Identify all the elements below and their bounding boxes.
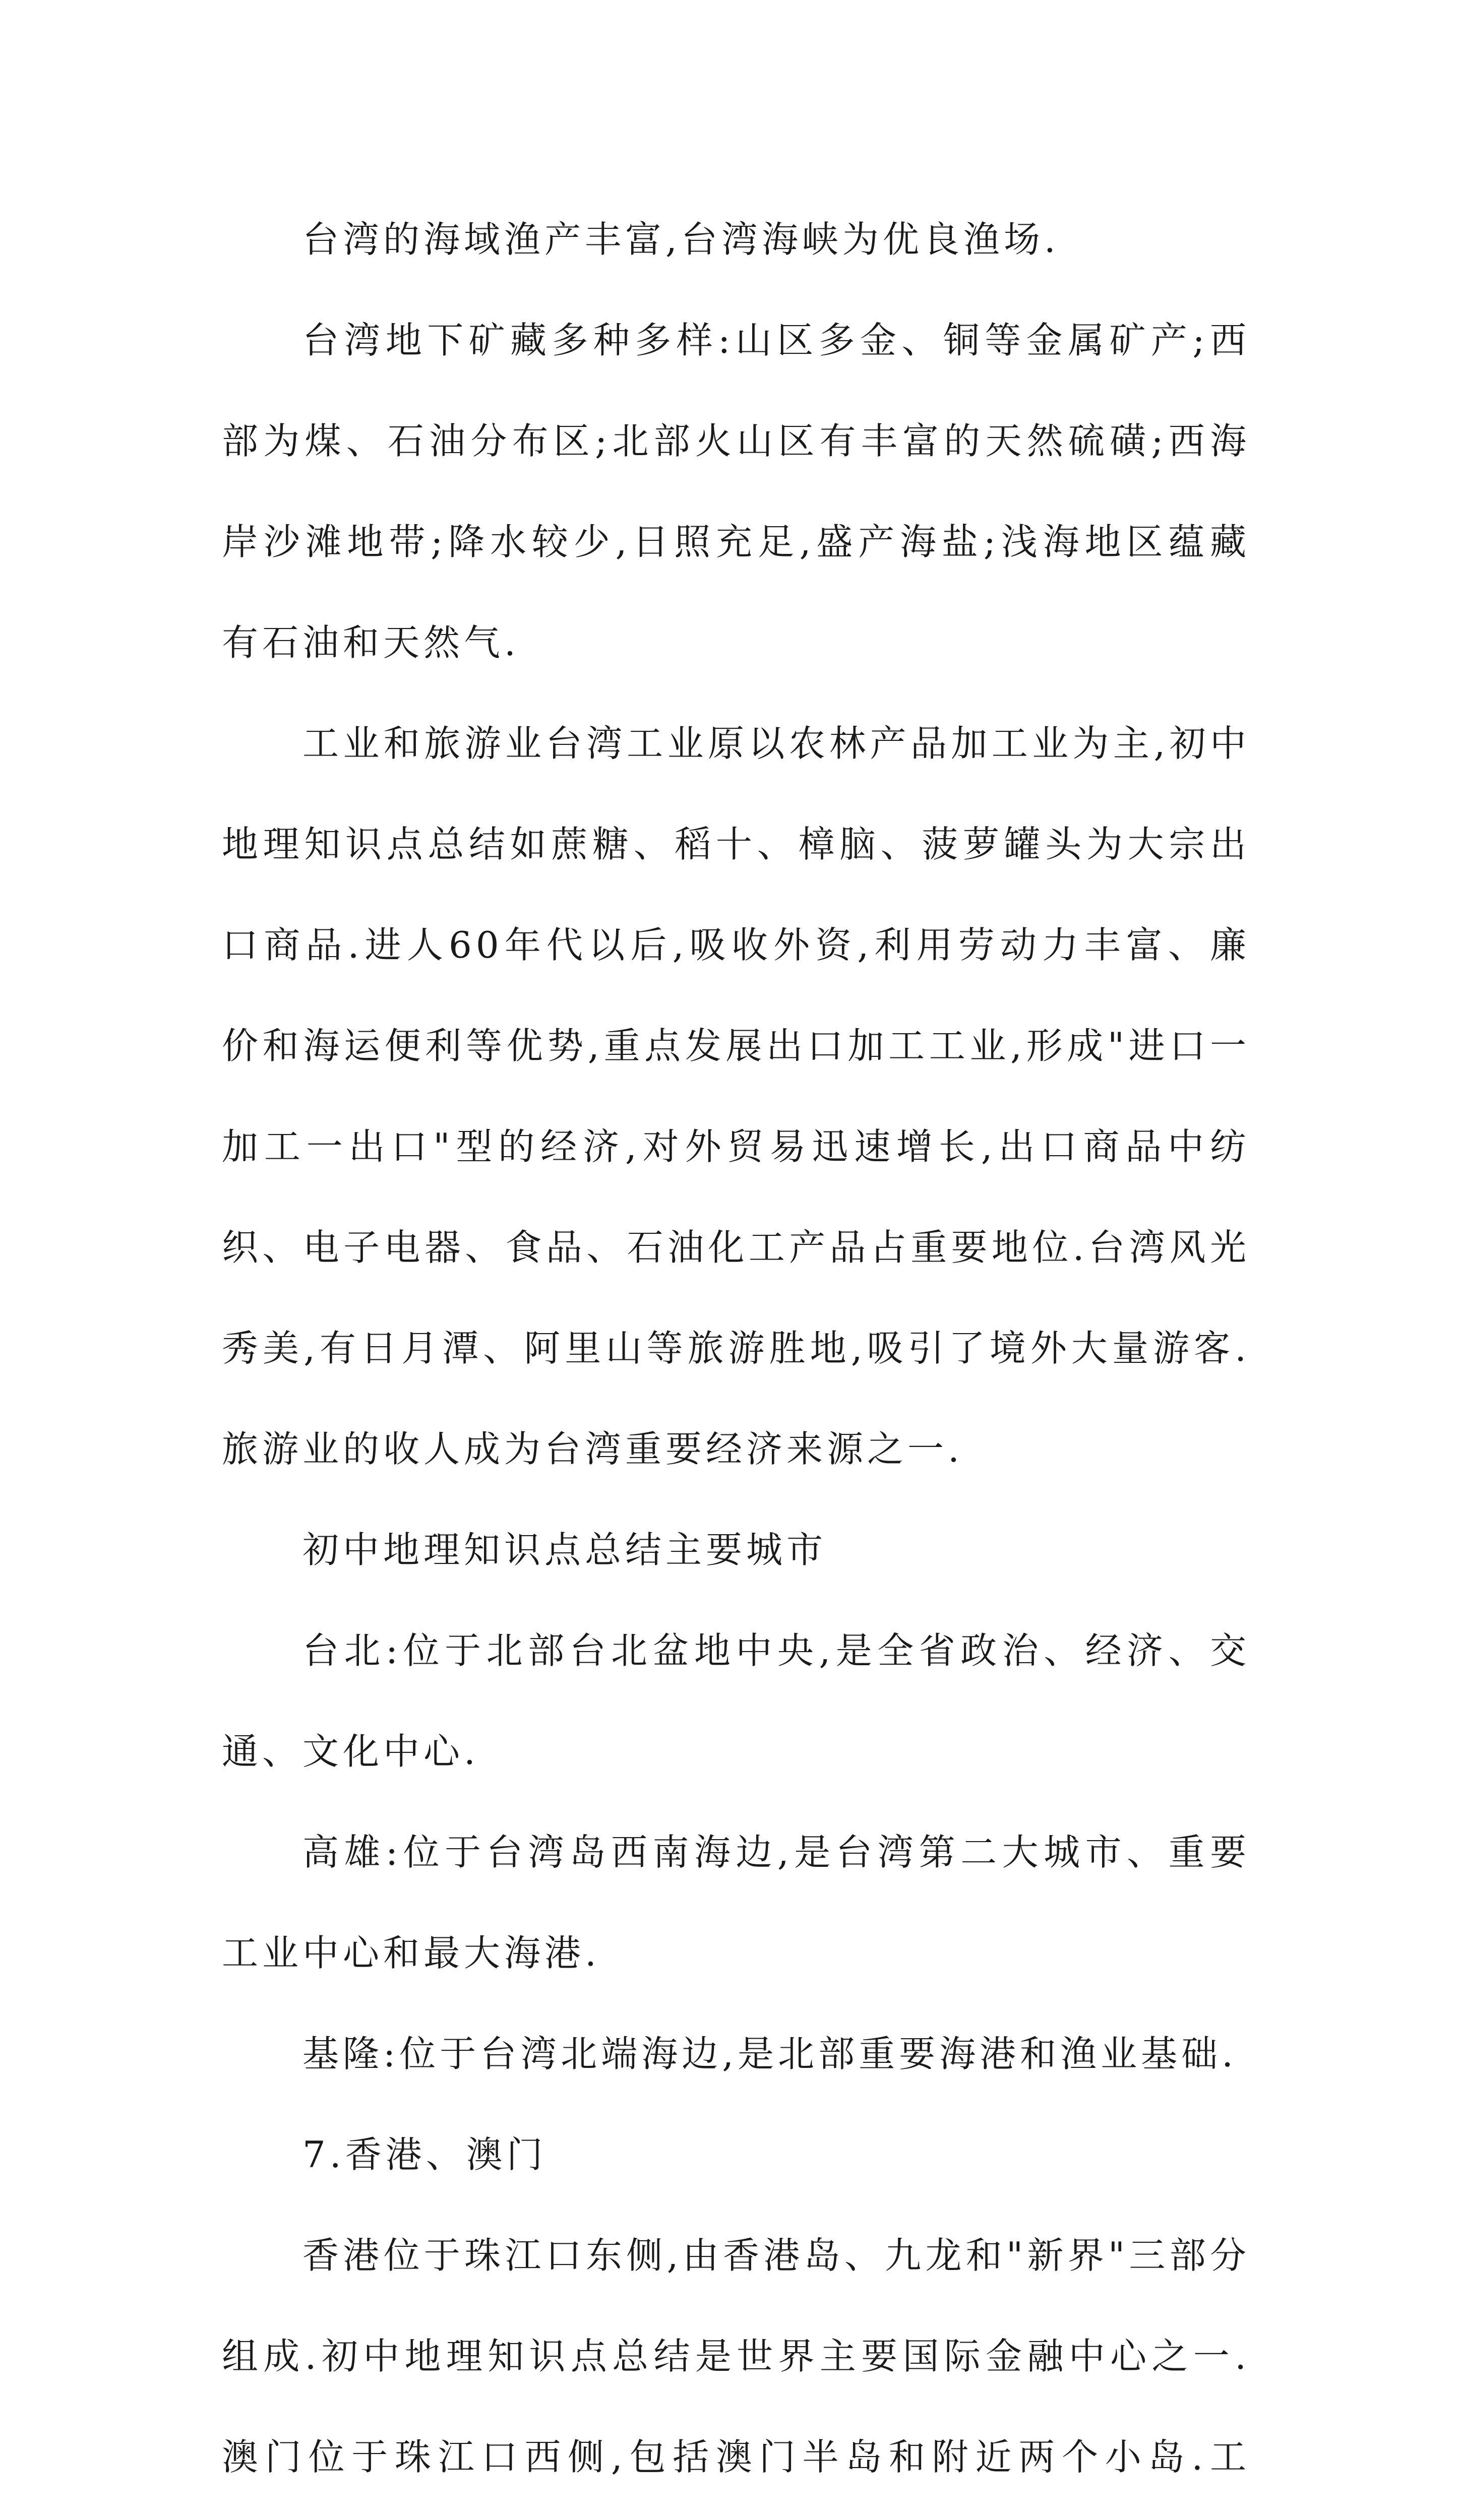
section-heading-major-cities: 初中地理知识点总结主要城市 <box>302 1529 827 1571</box>
section-heading-hongkong-macau: 7.香港、澳门 <box>302 2133 547 2176</box>
paragraph-keelung: 基隆:位于台湾北端海边,是北部重要海港和渔业基础. <box>302 2033 1238 2075</box>
paragraph-industry-tourism: 工业和旅游业台湾工业原以农林产品加工业为主,初中地理知识点总结如蔗糖、稻十、樟脑、菠萝罐头为大宗出口商品.进人60年代以后,吸收外资,利用劳动力丰富、廉价和海运便利等优势,重点发展出口加工工业,形成"进口一加工一出口"型的经济,对外贸易迅速增长,出口商品中纺织、电子电器、食品、石油化工产品占重要地位.台湾风光秀美,有日月潭、阿里山等旅游胜地,吸引了境外大量游客.旅游业的收人成为台湾重要经济来源之一. <box>222 722 1250 1470</box>
paragraph-hongkong-macau: 香港位于珠江口东侧,由香港岛、九龙和"新界"三部分组成.初中地理知识点总结是世界主要国际金融中心之一.澳门位于珠江口西侧,包括澳门半岛和附近两个小岛.工 <box>222 2234 1250 2478</box>
paragraph-fishery: 台湾的海域渔产丰富,台湾海峡为优良渔场. <box>302 218 1060 261</box>
body-text <box>222 189 1250 2520</box>
paragraph-kaohsiung: 高雄:位于台湾岛西南海边,是台湾第二大城市、重要工业中心和最大海港. <box>222 1831 1250 1974</box>
paragraph-taipei: 台北:位于北部台北盆地中央,是全省政治、经济、交通、文化中心. <box>222 1629 1250 1773</box>
paragraph-minerals: 台湾地下矿藏多种多样:山区多金、铜等金属矿产;西部为煤、石油分布区;北部火山区有丰富的天然硫磺;西海岸沙滩地带;降水较少,日照充足,盛产海盐;浅海地区蕴藏有石油和天然气. <box>222 319 1250 664</box>
